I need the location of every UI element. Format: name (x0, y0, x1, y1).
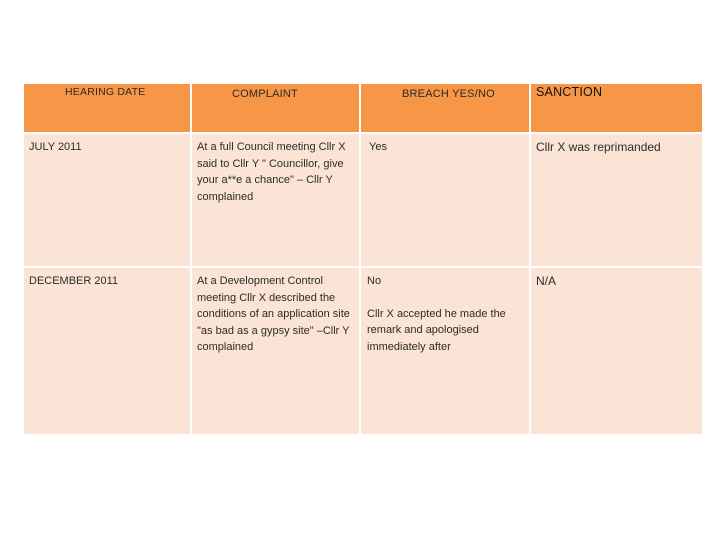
header-label: HEARING DATE (65, 86, 146, 98)
header-breach (361, 84, 531, 134)
row-1-breach: Yes (369, 141, 387, 153)
header-label: BREACH YES/NO (402, 88, 495, 100)
row-2-sanction: N/A (536, 274, 557, 288)
row-2-date: DECEMBER 2011 (29, 275, 119, 287)
row-2-breach: No (367, 275, 382, 287)
row-2-date-cell (24, 268, 192, 436)
row-2-breach-cell (361, 268, 531, 436)
row-1-date: JULY 2011 (29, 141, 82, 153)
row-1-sanction-cell (531, 134, 702, 268)
row-2-complaint: At a Development Control meeting Cllr X described the conditions of an application site "as bad as a gypsy site" –Cllr Y complained (197, 275, 350, 353)
row-1-complaint: At a full Council meeting Cllr X said to Cllr Y " Councillor, give your a**e a chance" – Cllr Y complained (197, 141, 346, 203)
row-1-sanction: Cllr X was reprimanded (536, 140, 661, 154)
row-2-complaint-cell (192, 268, 361, 436)
hearings-table (24, 84, 702, 436)
row-1-date-cell (24, 134, 192, 268)
row-2-breach-block (367, 273, 517, 355)
header-sanction (531, 84, 702, 134)
header-complaint (192, 84, 361, 134)
header-label: SANCTION (536, 85, 603, 99)
row-1-breach-cell (361, 134, 531, 268)
header-label: COMPLAINT (232, 88, 298, 100)
spacer (367, 290, 517, 306)
row-1-complaint-cell (192, 134, 361, 268)
row-2-breach-note: Cllr X accepted he made the remark and apologised immediately after (367, 307, 506, 353)
header-hearing-date (24, 84, 192, 134)
row-2-sanction-cell (531, 268, 702, 436)
